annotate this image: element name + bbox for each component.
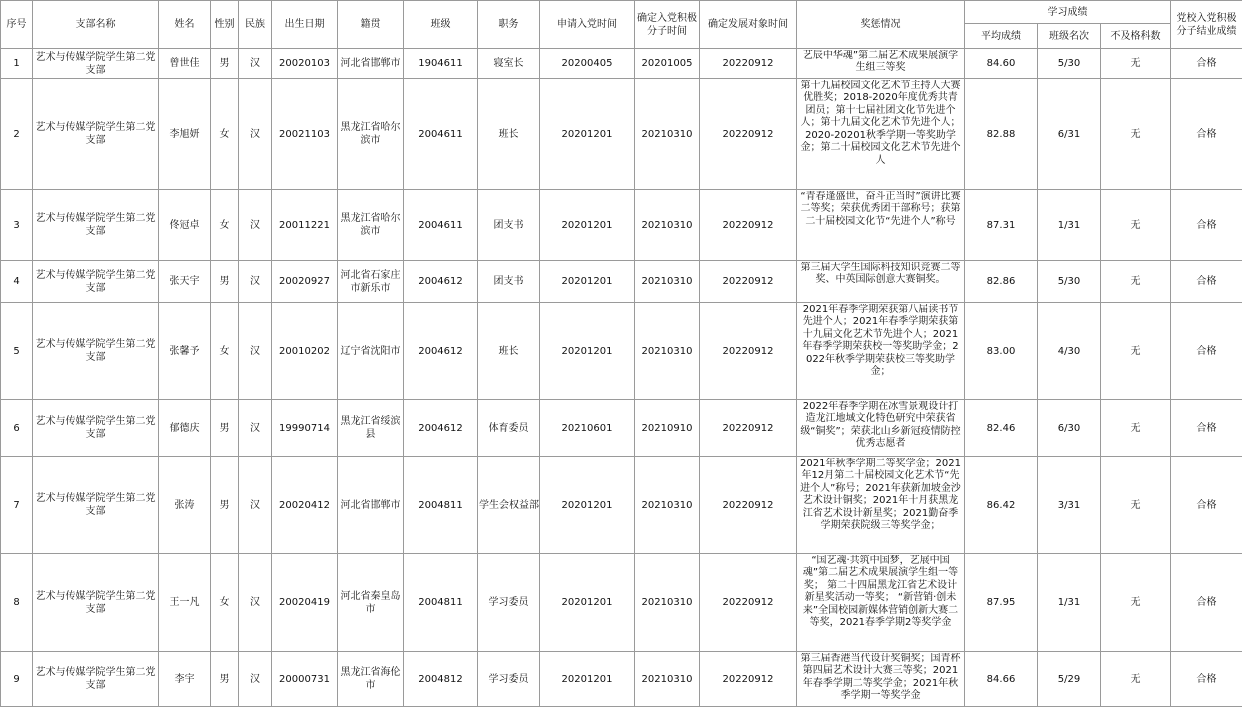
ethnicity-cell: 汉 [239,303,272,400]
candidate-date-cell: 20220912 [700,261,797,303]
party-school-cell: 合格 [1171,400,1242,457]
name-cell: 张天宇 [159,261,211,303]
name-cell: 李宇 [159,652,211,707]
position-cell: 团支书 [478,261,540,303]
apply-date-cell: 20201201 [540,261,635,303]
avg-score-cell: 87.31 [965,190,1038,261]
table-row [1,652,1242,707]
birth-cell: 20020419 [272,554,338,652]
failed-cell: 无 [1101,49,1171,79]
awards-text: 第十九届校园文化艺术节主持人大赛优胜奖；2018-2020年度优秀共青团员；第十七届社团文化节先进个人；第十九届文化艺术节先进个人；2020-20201秋季学期一等奖助学金；第二十届校园文化艺术节先进个人 [800,79,961,166]
name-cell: 曾世佳 [159,49,211,79]
gender-cell: 女 [211,303,239,400]
class-cell: 1904611 [404,49,478,79]
header-study-group: 学习成绩 [965,1,1171,24]
awards-cell [797,261,965,303]
table-row [1,49,1242,79]
apply-date-cell: 20201201 [540,554,635,652]
awards-text: “国艺魂·共筑中国梦，艺展中国魂”第二届艺术成果展演学生组一等奖； 第二十四届黑龙江省艺术设计新星奖活动一等奖； “新营销·创未来”全国校园新媒体营销创新大赛二等奖，2021春季学期2等奖学金 [802,554,959,628]
gender-cell: 女 [211,190,239,261]
seq-cell: 9 [1,652,33,707]
apply-date-cell: 20210601 [540,400,635,457]
awards-text: 第三届大学生国际科技知识竞赛二等奖、中英国际创意大赛铜奖。 [800,261,961,285]
failed-cell: 无 [1101,554,1171,652]
activist-date-cell: 20210310 [635,79,700,190]
header-ethnicity: 民族 [239,1,272,49]
failed-cell: 无 [1101,303,1171,400]
position-cell: 学习委员 [478,652,540,707]
header-party-school: 党校入党积极分子结业成绩 [1171,1,1242,49]
name-cell: 郁德庆 [159,400,211,457]
ethnicity-cell: 汉 [239,652,272,707]
awards-text: 2022年春季学期在冰雪景观设计打造龙江地域文化特色研究中荣获省级“铜奖”；荣获北山乡新冠疫情防控优秀志愿者 [800,400,961,449]
header-seq: 序号 [1,1,33,49]
gender-cell: 女 [211,554,239,652]
name-cell: 王一凡 [159,554,211,652]
birth-cell: 20010202 [272,303,338,400]
awards-text: 2021年秋季学期二等奖学金；2021年12月第二十届校园文化艺术节“先进个人”称号；2021年获新加坡金沙艺术设计铜奖；2021年十月获黑龙江省艺术设计新星奖；2021勤奋季学期荣获院级三等奖学金； [800,457,961,531]
seq-cell: 1 [1,49,33,79]
position-cell: 班长 [478,79,540,190]
header-name: 姓名 [159,1,211,49]
awards-text: 第三届香港当代设计奖铜奖；国青杯第四届艺术设计大赛三等奖；2021年春季学期二等奖学金；2021年秋季学期一等奖学金 [800,652,961,701]
birth-cell: 20000731 [272,652,338,707]
rank-cell: 5/29 [1038,652,1101,707]
position-cell: 寝室长 [478,49,540,79]
failed-cell: 无 [1101,190,1171,261]
origin-cell: 黑龙江省哈尔滨市 [338,190,404,261]
header-rank: 班级名次 [1038,24,1101,49]
seq-cell: 7 [1,457,33,554]
birth-cell: 19990714 [272,400,338,457]
failed-cell: 无 [1101,652,1171,707]
table-row [1,303,1242,400]
awards-cell [797,303,965,400]
name-cell: 佟冠卓 [159,190,211,261]
branch-cell: 艺术与传媒学院学生第二党支部 [33,49,159,79]
rank-cell: 6/31 [1038,79,1101,190]
seq-cell: 2 [1,79,33,190]
seq-cell: 6 [1,400,33,457]
candidate-date-cell: 20220912 [700,79,797,190]
rank-cell: 1/31 [1038,554,1101,652]
activist-date-cell: 20210310 [635,261,700,303]
class-cell: 2004811 [404,457,478,554]
table-row [1,190,1242,261]
awards-text: 2021年春季学期荣获第八届读书节先进个人；2021年春季学期荣获第十九届文化艺术节先进个人；2021年春季学期荣获校一等奖助学金；2022年秋季学期荣获校三等奖助学金； [802,303,959,377]
header-position: 职务 [478,1,540,49]
branch-cell: 艺术与传媒学院学生第二党支部 [33,554,159,652]
candidate-date-cell: 20220912 [700,457,797,554]
rank-cell: 3/31 [1038,457,1101,554]
gender-cell: 男 [211,457,239,554]
header-origin: 籍贯 [338,1,404,49]
avg-score-cell: 83.00 [965,303,1038,400]
table-row [1,79,1242,190]
header-class: 班级 [404,1,478,49]
awards-cell [797,554,965,652]
avg-score-cell: 82.86 [965,261,1038,303]
failed-cell: 无 [1101,261,1171,303]
header-candidate-date: 确定发展对象时间 [700,1,797,49]
ethnicity-cell: 汉 [239,261,272,303]
avg-score-cell: 84.60 [965,49,1038,79]
rank-cell: 5/30 [1038,261,1101,303]
candidate-date-cell: 20220912 [700,303,797,400]
birth-cell: 20020103 [272,49,338,79]
header-activist-date: 确定入党积极分子时间 [635,1,700,49]
header-failed: 不及格科数 [1101,24,1171,49]
header-avg-score: 平均成绩 [965,24,1038,49]
origin-cell: 辽宁省沈阳市 [338,303,404,400]
class-cell: 2004612 [404,261,478,303]
class-cell: 2004812 [404,652,478,707]
ethnicity-cell: 汉 [239,457,272,554]
activist-date-cell: 20210310 [635,652,700,707]
awards-text: 艺辰中华魂”第二届艺术成果展演学生组三等奖 [802,49,959,73]
position-cell: 体育委员 [478,400,540,457]
branch-cell: 艺术与传媒学院学生第二党支部 [33,400,159,457]
name-cell: 张涛 [159,457,211,554]
origin-cell: 河北省邯郸市 [338,457,404,554]
gender-cell: 女 [211,79,239,190]
class-cell: 2004612 [404,303,478,400]
gender-cell: 男 [211,261,239,303]
gender-cell: 男 [211,49,239,79]
ethnicity-cell: 汉 [239,79,272,190]
birth-cell: 20011221 [272,190,338,261]
seq-cell: 4 [1,261,33,303]
origin-cell: 河北省石家庄市新乐市 [338,261,404,303]
branch-cell: 艺术与传媒学院学生第二党支部 [33,652,159,707]
awards-cell [797,49,965,79]
birth-cell: 20021103 [272,79,338,190]
table-row [1,400,1242,457]
header-birth: 出生日期 [272,1,338,49]
activist-date-cell: 20210310 [635,190,700,261]
origin-cell: 黑龙江省哈尔滨市 [338,79,404,190]
party-school-cell: 合格 [1171,190,1242,261]
branch-cell: 艺术与传媒学院学生第二党支部 [33,457,159,554]
apply-date-cell: 20201201 [540,457,635,554]
candidate-date-cell: 20220912 [700,652,797,707]
branch-cell: 艺术与传媒学院学生第二党支部 [33,261,159,303]
activist-date-cell: 20210310 [635,457,700,554]
party-school-cell: 合格 [1171,49,1242,79]
failed-cell: 无 [1101,400,1171,457]
seq-cell: 3 [1,190,33,261]
class-cell: 2004611 [404,79,478,190]
activist-date-cell: 20201005 [635,49,700,79]
origin-cell: 河北省秦皇岛市 [338,554,404,652]
apply-date-cell: 20201201 [540,190,635,261]
table-row [1,554,1242,652]
failed-cell: 无 [1101,457,1171,554]
apply-date-cell: 20201201 [540,79,635,190]
position-cell: 班长 [478,303,540,400]
candidate-date-cell: 20220912 [700,554,797,652]
origin-cell: 黑龙江省绥滨县 [338,400,404,457]
position-cell: 学生会权益部 [478,457,540,554]
candidate-date-cell: 20220912 [700,49,797,79]
rank-cell: 5/30 [1038,49,1101,79]
party-school-cell: 合格 [1171,79,1242,190]
branch-cell: 艺术与传媒学院学生第二党支部 [33,303,159,400]
name-cell: 张馨予 [159,303,211,400]
header-gender: 性别 [211,1,239,49]
avg-score-cell: 82.46 [965,400,1038,457]
position-cell: 团支书 [478,190,540,261]
birth-cell: 20020927 [272,261,338,303]
ethnicity-cell: 汉 [239,554,272,652]
awards-cell [797,190,965,261]
awards-cell [797,79,965,190]
header-awards: 奖惩情况 [797,1,965,49]
birth-cell: 20020412 [272,457,338,554]
branch-cell: 艺术与传媒学院学生第二党支部 [33,190,159,261]
rank-cell: 1/31 [1038,190,1101,261]
candidate-date-cell: 20220912 [700,190,797,261]
avg-score-cell: 84.66 [965,652,1038,707]
ethnicity-cell: 汉 [239,49,272,79]
header-apply-date: 申请入党时间 [540,1,635,49]
party-school-cell: 合格 [1171,261,1242,303]
awards-cell [797,652,965,707]
gender-cell: 男 [211,652,239,707]
ethnicity-cell: 汉 [239,190,272,261]
branch-cell: 艺术与传媒学院学生第二党支部 [33,79,159,190]
rank-cell: 4/30 [1038,303,1101,400]
name-cell: 李旭妍 [159,79,211,190]
avg-score-cell: 87.95 [965,554,1038,652]
avg-score-cell: 82.88 [965,79,1038,190]
class-cell: 2004611 [404,190,478,261]
table-row [1,457,1242,554]
apply-date-cell: 20201201 [540,303,635,400]
party-school-cell: 合格 [1171,303,1242,400]
awards-cell [797,400,965,457]
awards-text: “青春逢盛世，奋斗正当时”演讲比赛二等奖；荣获优秀团干部称号；获第二十届校园文化节“先进个人”称号 [800,190,961,227]
header-branch: 支部名称 [33,1,159,49]
position-cell: 学习委员 [478,554,540,652]
gender-cell: 男 [211,400,239,457]
seq-cell: 8 [1,554,33,652]
party-school-cell: 合格 [1171,457,1242,554]
origin-cell: 河北省邯郸市 [338,49,404,79]
ethnicity-cell: 汉 [239,400,272,457]
class-cell: 2004612 [404,400,478,457]
activist-date-cell: 20210310 [635,303,700,400]
class-cell: 2004811 [404,554,478,652]
activist-date-cell: 20210310 [635,554,700,652]
table-row [1,261,1242,303]
apply-date-cell: 20200405 [540,49,635,79]
party-school-cell: 合格 [1171,652,1242,707]
seq-cell: 5 [1,303,33,400]
rank-cell: 6/30 [1038,400,1101,457]
avg-score-cell: 86.42 [965,457,1038,554]
failed-cell: 无 [1101,79,1171,190]
apply-date-cell: 20201201 [540,652,635,707]
candidate-date-cell: 20220912 [700,400,797,457]
origin-cell: 黑龙江省海伦市 [338,652,404,707]
awards-cell [797,457,965,554]
party-school-cell: 合格 [1171,554,1242,652]
activist-date-cell: 20210910 [635,400,700,457]
